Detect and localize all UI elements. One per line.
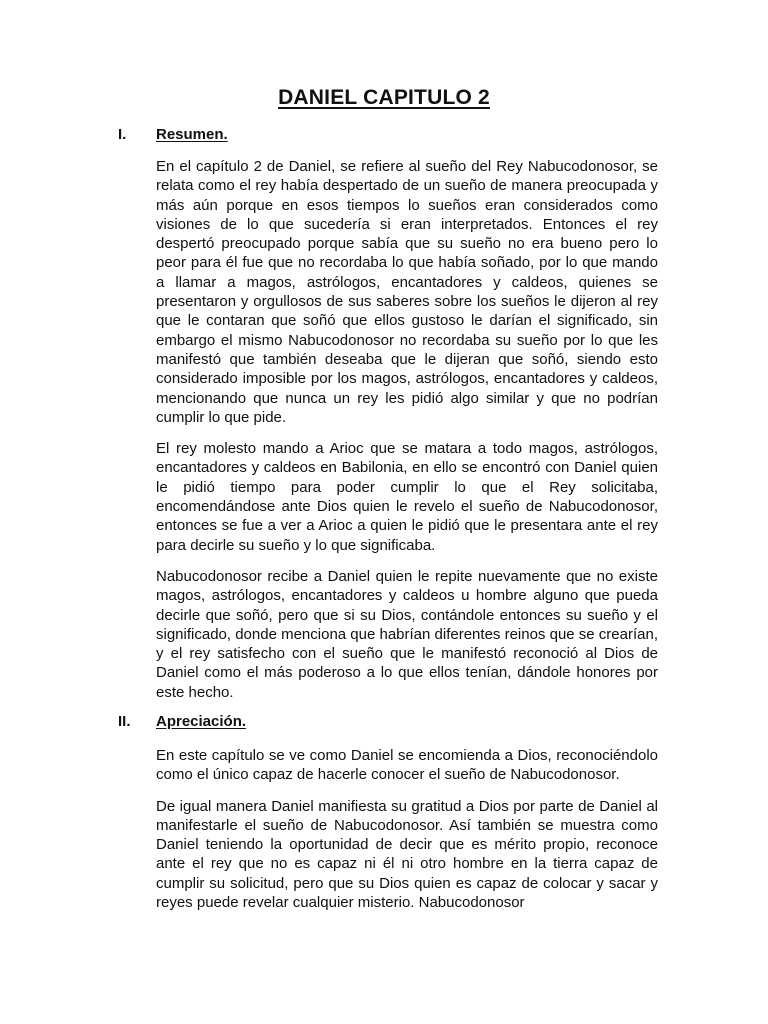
paragraph: De igual manera Daniel manifiesta su gratitud a Dios por parte de Daniel al manifestarle el sueño de Nabucodonosor. Así también se muestra como Daniel teniendo la oportunidad de decir que es mérito propio, reconoce ante el rey que no es capaz ni él ni otro hombre en la tierra capaz de cumplir su solicitud, pero que su Dios quien es capaz de colocar y sacar y reyes puede revelar cualquier misterio. Nabucodonosor [156, 797, 658, 912]
section-number: II. [118, 713, 131, 730]
paragraph: En este capítulo se ve como Daniel se encomienda a Dios, reconociéndolo como el único capaz de hacerle conocer el sueño de Nabucodonosor. [156, 747, 658, 784]
section-number: I. [118, 126, 127, 143]
paragraph: En el capítulo 2 de Daniel, se refiere al sueño del Rey Nabucodonosor, se relata como el rey había despertado de un sueño de manera preocupada y más aún porque en esos tiempos lo sueños eran considerados como visiones de lo que sucedería si eran interpretados. Entonces el rey despertó preocupado porque sabía que su sueño no era bueno pero lo peor para él fue que no recordaba lo que había soñado, por lo que mando a llamar a magos, astrólogos, encantadores y caldeos, quienes se presentaron y orgullosos de sus saberes sobre los sueños le dijeron al rey que le contaran que soñó que ellos gustoso le darían el significado, sin embargo el mismo Nabucodonosor no recordaba su sueño por lo que les manifestó que también deseaba que le dijeran que soñó, siendo esto considerado imposible por los magos, astrólogos, encantadores y caldeos, mencionando que nunca un rey les pidió algo similar y que no podrían cumplir lo que pide. [156, 158, 658, 426]
document-title: DANIEL CAPITULO 2 [278, 86, 490, 109]
section-heading-resumen [118, 125, 228, 145]
section-title: Resumen. [156, 126, 228, 143]
section-title: Apreciación. [156, 713, 247, 730]
paragraph: El rey molesto mando a Arioc que se matara a todo magos, astrólogos, encantadores y caldeos en Babilonia, en ello se encontró con Daniel quien le pidió tiempo para poder cumplir lo que el Rey solicitaba, encomendándose ante Dios quien le revelo el sueño de Nabucodonosor, entonces se fue a ver a Arioc a quien le pidió que le presentara ante el rey para decirle su sueño y lo que significaba. [156, 440, 658, 554]
paragraph: Nabucodonosor recibe a Daniel quien le repite nuevamente que no existe magos, astrólogos, encantadores y caldeos u hombre alguno que pueda decirle que soñó, pero que si su Dios, contándole entonces su sueño y el significado, donde menciona que habrían diferentes reinos que se crearían, y el rey satisfecho con el sueño que le manifestó reconoció al Dios de Daniel como el más poderoso a lo que ellos tenían, dándole honores por este hecho. [156, 567, 658, 701]
section-heading-apreciacion [118, 712, 246, 732]
section-body-apreciacion [156, 746, 658, 924]
section-body-resumen [156, 157, 658, 714]
